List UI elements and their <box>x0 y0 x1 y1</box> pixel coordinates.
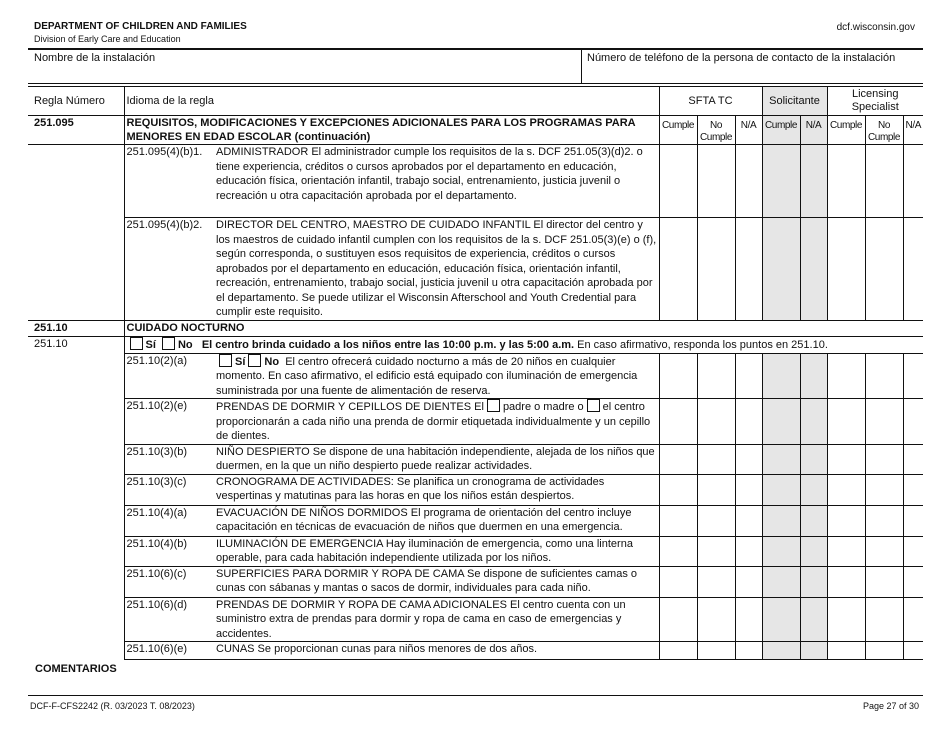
col-regla-header: Regla Número <box>28 87 124 116</box>
check-cell[interactable] <box>903 353 923 399</box>
check-cell[interactable] <box>762 218 800 321</box>
no-checkbox[interactable] <box>162 337 175 350</box>
regla-spacer <box>28 399 124 445</box>
rule-code: 251.10(3)(b) <box>124 444 214 474</box>
table-row <box>28 536 923 566</box>
regla-spacer <box>28 505 124 536</box>
check-cell[interactable] <box>762 536 800 566</box>
check-cell[interactable] <box>735 505 762 536</box>
check-cell[interactable] <box>800 597 827 642</box>
website-url[interactable]: dcf.wisconsin.gov <box>836 22 915 33</box>
section-title: CUIDADO NOCTURNO <box>124 321 923 337</box>
rule-text-with-checkboxes <box>214 353 659 399</box>
rule-code: 251.10(2)(e) <box>124 399 214 445</box>
cumple-header: Cumple <box>659 116 697 145</box>
check-cell[interactable] <box>697 597 735 642</box>
check-cell[interactable] <box>735 566 762 597</box>
check-cell[interactable] <box>903 218 923 321</box>
check-cell[interactable] <box>800 218 827 321</box>
table-row <box>28 444 923 474</box>
check-cell[interactable] <box>659 353 697 399</box>
rule-text: PRENDAS DE DORMIR Y ROPA DE CAMA ADICIONALES El centro cuenta con un suministro extra de prendas para dormir y ropa de cama en caso de emergencias y accidentes. <box>214 597 659 642</box>
question-number: 251.10 <box>28 337 124 354</box>
check-cell[interactable] <box>827 566 865 597</box>
check-cell[interactable] <box>659 536 697 566</box>
check-cell[interactable] <box>659 505 697 536</box>
check-cell[interactable] <box>697 566 735 597</box>
regla-spacer <box>28 642 124 660</box>
check-cell[interactable] <box>659 642 697 660</box>
rule-text: ADMINISTRADOR El administrador cumple los requisitos de la s. DCF 251.05(3)(d)2. o tiene experiencia, créditos o cursos aprobados por el departamento en educación, educación física, orientación infantil, trabajo social, entrenamiento, justicia juvenil o recreación u otra capacitación aprobada por el departamento. <box>214 145 659 218</box>
rule-text-part: padre o madre o <box>502 401 584 413</box>
check-cell[interactable] <box>697 474 735 505</box>
facility-info-row <box>28 49 923 84</box>
table-row <box>28 597 923 642</box>
check-cell[interactable] <box>697 218 735 321</box>
col-idioma-header: Idioma de la regla <box>124 87 659 116</box>
rule-text: DIRECTOR DEL CENTRO, MAESTRO DE CUIDADO INFANTIL El director del centro y los maestros de cuidado infantil cumplen con los requisitos de la s. DCF 251.05(3)(e) o (f), según corresponda, o sustituyen esos requisitos de experiencia, créditos o cursos aprobados por el departamento en educación, educación física, orientación infantil, recreación, entrenamiento, trabajo social, justicia juvenil u otra capacitación aprobada por el departamento. Se puede utilizar el Wisconsin Afterschool and Youth Credential para cumplir este requisito. <box>214 218 659 321</box>
check-cell[interactable] <box>697 505 735 536</box>
rule-code: 251.10(2)(a) <box>124 353 214 399</box>
check-cell[interactable] <box>697 353 735 399</box>
facility-phone-label: Número de teléfono de la persona de contacto de la instalación <box>587 52 896 64</box>
no-cumple-header: No Cumple <box>697 116 735 145</box>
check-cell[interactable] <box>903 474 923 505</box>
sfta-tc-header: SFTA TC <box>659 87 762 116</box>
rule-code: 251.10(6)(e) <box>124 642 214 660</box>
check-cell[interactable] <box>697 642 735 660</box>
check-cell[interactable] <box>735 474 762 505</box>
check-cell[interactable] <box>659 218 697 321</box>
rule-code: 251.10(6)(d) <box>124 597 214 642</box>
rule-text-part: PRENDAS DE DORMIR Y CEPILLOS DE DIENTES El <box>216 401 484 413</box>
check-cell[interactable] <box>903 399 923 445</box>
check-cell[interactable] <box>762 444 800 474</box>
na-header: N/A <box>735 116 762 145</box>
rule-text: NIÑO DESPIERTO Se dispone de una habitación independiente, alejada de los niños que duermen, en la que un niño despierto puede realizar actividades. <box>214 444 659 474</box>
check-cell[interactable] <box>903 505 923 536</box>
check-cell[interactable] <box>865 597 903 642</box>
check-cell[interactable] <box>762 399 800 445</box>
si-label: Sí <box>145 339 156 351</box>
footer-rule <box>28 695 923 696</box>
check-cell[interactable] <box>827 444 865 474</box>
check-cell[interactable] <box>735 444 762 474</box>
table-row <box>28 218 923 321</box>
check-cell[interactable] <box>659 399 697 445</box>
check-cell[interactable] <box>762 474 800 505</box>
check-cell[interactable] <box>659 474 697 505</box>
rule-text-with-checkboxes <box>214 399 659 445</box>
cumple-header: Cumple <box>762 116 800 145</box>
check-cell[interactable] <box>735 353 762 399</box>
check-cell[interactable] <box>735 399 762 445</box>
check-cell[interactable] <box>800 536 827 566</box>
check-cell[interactable] <box>659 444 697 474</box>
section-row-251-095 <box>28 116 923 145</box>
regla-spacer <box>28 566 124 597</box>
table-row <box>28 566 923 597</box>
check-cell[interactable] <box>827 145 865 218</box>
check-cell[interactable] <box>800 145 827 218</box>
checklist-table <box>28 86 923 660</box>
table-row <box>28 145 923 218</box>
check-cell[interactable] <box>659 597 697 642</box>
cumple-header: Cumple <box>827 116 865 145</box>
center-checkbox[interactable] <box>587 399 600 412</box>
check-cell[interactable] <box>865 536 903 566</box>
check-cell[interactable] <box>865 474 903 505</box>
table-row <box>28 474 923 505</box>
section-row-251-10 <box>28 321 923 337</box>
question-bold-text: El centro brinda cuidado a los niños entre las 10:00 p.m. y las 5:00 a.m. <box>201 339 575 351</box>
page-number: Page 27 of 30 <box>862 701 919 711</box>
rule-code: 251.10(3)(c) <box>124 474 214 505</box>
check-cell[interactable] <box>865 399 903 445</box>
si-checkbox[interactable] <box>130 337 143 350</box>
check-cell[interactable] <box>827 642 865 660</box>
regla-spacer <box>28 536 124 566</box>
no-label: No <box>264 355 280 368</box>
check-cell[interactable] <box>865 444 903 474</box>
rule-text: SUPERFICIES PARA DORMIR Y ROPA DE CAMA Se dispone de suficientes camas o cunas con sábanas y mantas o sacos de dormir, individuales para cada niño. <box>214 566 659 597</box>
table-row <box>28 399 923 445</box>
solicitante-header: Solicitante <box>762 87 827 116</box>
parent-checkbox[interactable] <box>487 399 500 412</box>
regla-spacer <box>28 597 124 642</box>
check-cell[interactable] <box>827 536 865 566</box>
rule-text: El centro ofrecerá cuidado nocturno a más de 20 niños en cualquier momento. En caso afirmativo, el edificio está equipado con iluminación de emergencia suministrada por una fuente de alimentación de reserva. <box>216 355 638 397</box>
form-id: DCF-F-CFS2242 (R. 03/2023 T. 08/2023) <box>30 701 195 711</box>
licensing-specialist-header: Licensing Specialist <box>827 87 923 116</box>
check-cell[interactable] <box>800 505 827 536</box>
no-checkbox[interactable] <box>248 354 261 367</box>
rule-text: CUNAS Se proporcionan cunas para niños menores de dos años. <box>214 642 659 660</box>
check-cell[interactable] <box>827 474 865 505</box>
check-cell[interactable] <box>697 145 735 218</box>
check-cell[interactable] <box>735 536 762 566</box>
regla-spacer <box>28 474 124 505</box>
facility-name-label: Nombre de la instalación <box>34 52 156 64</box>
si-checkbox[interactable] <box>219 354 232 367</box>
table-row <box>28 505 923 536</box>
check-cell[interactable] <box>865 566 903 597</box>
check-cell[interactable] <box>762 642 800 660</box>
no-label: No <box>177 339 193 351</box>
table-row <box>28 642 923 660</box>
check-cell[interactable] <box>827 597 865 642</box>
check-cell[interactable] <box>762 353 800 399</box>
check-cell[interactable] <box>903 597 923 642</box>
check-cell[interactable] <box>903 145 923 218</box>
check-cell[interactable] <box>762 597 800 642</box>
facility-divider <box>581 49 582 83</box>
section-number: 251.095 <box>28 116 124 145</box>
check-cell[interactable] <box>865 353 903 399</box>
rule-text: EVACUACIÓN DE NIÑOS DORMIDOS El programa de orientación del centro incluye capacitación en técnicas de evacuación de niños que duermen en una emergencia. <box>214 505 659 536</box>
si-label: Sí <box>235 355 246 368</box>
check-cell[interactable] <box>903 642 923 660</box>
check-cell[interactable] <box>762 145 800 218</box>
check-cell[interactable] <box>865 642 903 660</box>
regla-spacer <box>28 145 124 218</box>
rule-code: 251.10(6)(c) <box>124 566 214 597</box>
overnight-question-row <box>28 337 923 354</box>
rule-code: 251.095(4)(b)1. <box>124 145 214 218</box>
check-cell[interactable] <box>903 566 923 597</box>
check-cell[interactable] <box>800 474 827 505</box>
table-row <box>28 353 923 399</box>
department-name: DEPARTMENT OF CHILDREN AND FAMILIES <box>34 21 247 32</box>
check-cell[interactable] <box>865 505 903 536</box>
na-header: N/A <box>800 116 827 145</box>
check-cell[interactable] <box>827 218 865 321</box>
check-cell[interactable] <box>800 642 827 660</box>
table-header-row <box>28 87 923 116</box>
rule-code: 251.10(4)(b) <box>124 536 214 566</box>
check-cell[interactable] <box>659 566 697 597</box>
division-name: Division of Early Care and Education <box>34 34 181 44</box>
check-cell[interactable] <box>827 353 865 399</box>
comments-label: COMENTARIOS <box>35 663 117 675</box>
rule-text: CRONOGRAMA DE ACTIVIDADES: Se planifica un cronograma de actividades vespertinas y matutinas para las horas en que los niños están despiertos. <box>214 474 659 505</box>
check-cell[interactable] <box>865 218 903 321</box>
na-header: N/A <box>903 116 923 145</box>
regla-spacer <box>28 444 124 474</box>
regla-spacer <box>28 218 124 321</box>
check-cell[interactable] <box>659 145 697 218</box>
check-cell[interactable] <box>903 536 923 566</box>
check-cell[interactable] <box>827 505 865 536</box>
check-cell[interactable] <box>800 399 827 445</box>
check-cell[interactable] <box>697 444 735 474</box>
check-cell[interactable] <box>865 145 903 218</box>
check-cell[interactable] <box>800 353 827 399</box>
check-cell[interactable] <box>697 399 735 445</box>
overnight-question <box>124 337 923 354</box>
check-cell[interactable] <box>762 566 800 597</box>
question-rest-text: En caso afirmativo, responda los puntos en 251.10. <box>574 339 828 351</box>
rule-text: ILUMINACIÓN DE EMERGENCIA Hay iluminación de emergencia, como una linterna operable, para cada habitación independiente utilizada por los niños. <box>214 536 659 566</box>
section-title: REQUISITOS, MODIFICACIONES Y EXCEPCIONES ADICIONALES PARA LOS PROGRAMAS PARA MENORES EN EDAD ESCOLAR (continuación) <box>124 116 659 145</box>
check-cell[interactable] <box>735 642 762 660</box>
check-cell[interactable] <box>697 536 735 566</box>
rule-code: 251.10(4)(a) <box>124 505 214 536</box>
rule-text-part: el centro proporcionarán a cada niño una prenda de dormir etiquetada individualmente y un cepillo de dientes. <box>216 401 651 442</box>
check-cell[interactable] <box>762 505 800 536</box>
check-cell[interactable] <box>735 145 762 218</box>
check-cell[interactable] <box>735 597 762 642</box>
section-number: 251.10 <box>28 321 124 337</box>
no-cumple-header: No Cumple <box>865 116 903 145</box>
check-cell[interactable] <box>903 444 923 474</box>
check-cell[interactable] <box>800 566 827 597</box>
rule-code: 251.095(4)(b)2. <box>124 218 214 321</box>
check-cell[interactable] <box>735 218 762 321</box>
check-cell[interactable] <box>827 399 865 445</box>
regla-spacer <box>28 353 124 399</box>
check-cell[interactable] <box>800 444 827 474</box>
